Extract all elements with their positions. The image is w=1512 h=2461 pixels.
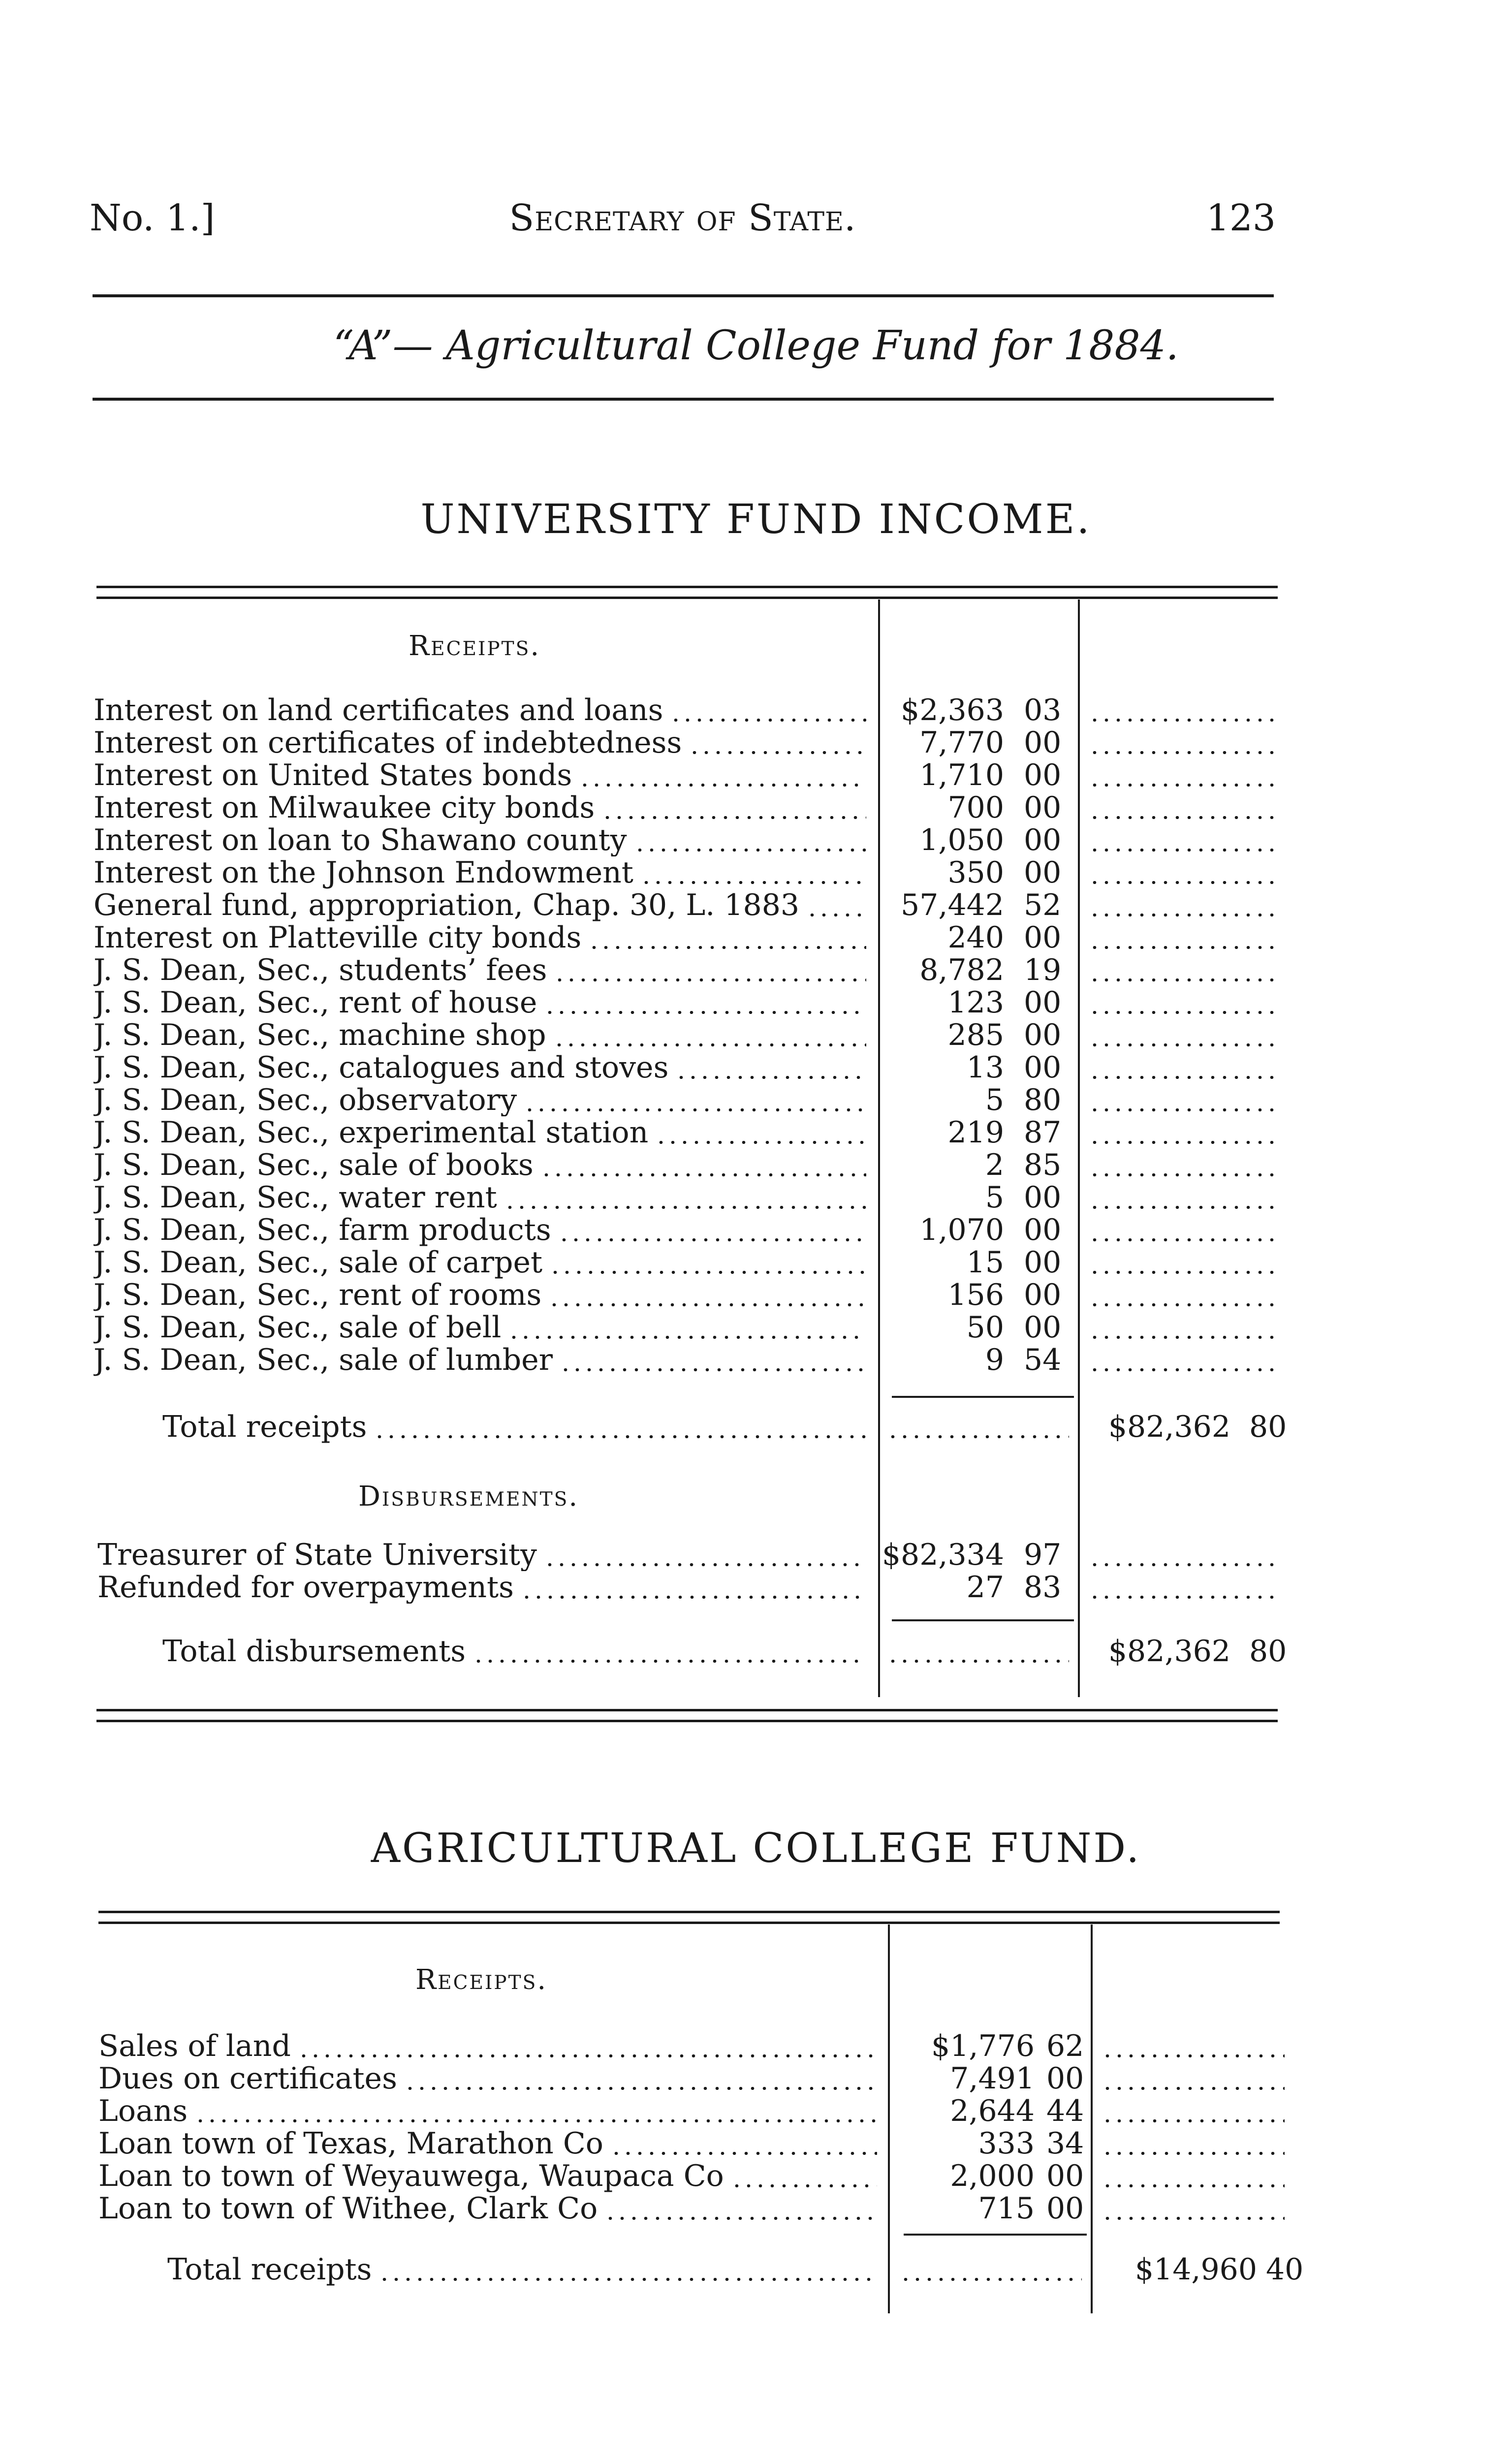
total-label: Total receipts [162,1411,367,1443]
amount-cents: 00 [1024,855,1062,890]
ledger-row-description: General fund, appropriation, Chap. 30, L. 1883 [94,889,800,921]
amount-cents: 83 [1024,1570,1062,1605]
page-subtitle: “A”— Agricultural College Fund for 1884. [333,322,1179,369]
ledger-row [0,1019,1512,1051]
amount-dollars: $1,776 [931,2029,1035,2063]
ledger-row [0,1149,1512,1181]
leader-dots [1089,881,1276,884]
ledger-total-row [0,1411,1512,1443]
table-bottom-rule [96,1709,1278,1711]
amount-dollars: 5 [985,1180,1004,1215]
amount-dollars: 1,050 [919,823,1004,857]
ledger-row-description: J. S. Dean, Sec., farm products [94,1214,551,1246]
subtotal-rule [904,2234,1087,2236]
ledger-row [0,1084,1512,1116]
ledger-total-row [0,1635,1512,1668]
ledger-row-description: J. S. Dean, Sec., rent of house [94,986,537,1019]
amount-dollars: 7,491 [950,2061,1035,2096]
ledger-row-description: J. S. Dean, Sec., rent of rooms [94,1279,542,1311]
ledger-row [0,791,1512,824]
ledger-row-description: Loan to town of Withee, Clark Co [98,2192,598,2225]
ledger-row-description: J. S. Dean, Sec., observatory [94,1084,517,1116]
ledger-row [0,726,1512,759]
leader-dots [1089,1368,1276,1371]
amount-cents: 00 [1024,823,1062,857]
amount-cents: 87 [1024,1115,1062,1150]
amount-cents: 19 [1024,953,1062,987]
amount-cents: 00 [1024,1050,1062,1085]
amount-dollars: 700 [947,790,1004,825]
leader-dots [1089,1238,1276,1241]
leader-dots [1102,2087,1285,2090]
total-dollars: $82,362 [1108,1410,1230,1444]
ledger-row-description: Interest on Platteville city bonds [94,921,582,954]
leader-dots [378,2278,877,2281]
amount-dollars: $82,334 [882,1538,1004,1572]
leader-dots [524,1108,866,1111]
leader-dots [558,1238,866,1241]
leader-dots [1089,1206,1276,1209]
ledger-row [0,954,1512,986]
leader-dots [544,1563,866,1566]
amount-cents: 00 [1024,1213,1062,1247]
ledger-total-row [0,2253,1512,2286]
ledger-row [0,856,1512,889]
leader-dots [610,2152,877,2155]
leader-dots [1089,1141,1276,1144]
amount-cents: 00 [1024,1018,1062,1052]
leader-dots [1089,751,1276,754]
total-cents: 80 [1249,1410,1287,1444]
receipts-caption: Receipts. [409,630,541,662]
leader-dots [634,849,866,852]
leader-dots [1089,1336,1276,1339]
leader-dots [194,2119,877,2122]
ledger-row-description: J. S. Dean, Sec., machine shop [94,1019,546,1051]
leader-dots [1102,2184,1285,2187]
ledger-row [0,1571,1512,1604]
leader-dots [554,978,866,981]
table-top-rule [96,586,1278,588]
amount-dollars: 50 [966,1310,1004,1345]
ledger-row [0,921,1512,954]
amount-dollars: 1,070 [919,1213,1004,1247]
ledger-row [0,2062,1512,2095]
leader-dots [1089,1271,1276,1274]
leader-dots [1089,1043,1276,1046]
amount-cents: 00 [1024,985,1062,1020]
ledger-row [0,1181,1512,1214]
section-title-university: UNIVERSITY FUND INCOME. [420,496,1092,543]
ledger-row-description: J. S. Dean, Sec., water rent [94,1181,497,1214]
amount-dollars: 2,000 [950,2159,1035,2193]
leader-dots [1089,1596,1276,1599]
amount-dollars: 57,442 [901,888,1004,922]
leader-dots [1089,978,1276,981]
disbursements-caption: Disbursements. [358,1481,579,1513]
amount-cents: 00 [1024,1310,1062,1345]
leader-dots [548,1303,866,1306]
ledger-row-description: Dues on certificates [98,2062,397,2095]
leader-dots [1089,914,1276,916]
leader-dots [1089,1108,1276,1111]
amount-cents: 00 [1024,790,1062,825]
ledger-row [0,2192,1512,2225]
amount-cents: 00 [1024,758,1062,792]
ledger-row [0,1051,1512,1084]
total-label: Total disbursements [162,1635,466,1668]
total-cents: 80 [1249,1634,1287,1669]
amount-dollars: $2,363 [901,693,1004,727]
ledger-row [0,1344,1512,1376]
section-title-agricultural: AGRICULTURAL COLLEGE FUND. [371,1825,1141,1872]
ledger-row-description: J. S. Dean, Sec., sale of lumber [94,1344,553,1376]
ledger-row-description: Treasurer of State University [97,1539,537,1571]
page-number: 123 [1206,197,1276,239]
leader-dots [1089,1303,1276,1306]
amount-dollars: 123 [947,985,1004,1020]
table-top-rule [98,1922,1280,1924]
leader-dots [504,1206,866,1209]
leader-dots [1089,1173,1276,1176]
ledger-row [0,2030,1512,2062]
ledger-row-description: Interest on loan to Shawano county [94,824,627,856]
ledger-row [0,824,1512,856]
amount-cents: 00 [1024,1245,1062,1280]
running-title: Secretary of State. [509,197,856,239]
leader-dots [1089,816,1276,819]
leader-dots [1089,1011,1276,1014]
leader-dots [374,1435,866,1438]
leader-dots [806,914,866,916]
document-number: No. 1.] [90,197,215,239]
leader-dots [887,1435,1069,1438]
leader-dots [1089,849,1276,852]
ledger-row [0,2127,1512,2160]
ledger-row-description: J. S. Dean, Sec., sale of carpet [94,1246,543,1279]
amount-dollars: 9 [985,1343,1004,1377]
amount-dollars: 715 [978,2191,1035,2226]
leader-dots [1089,1076,1276,1079]
amount-cents: 80 [1024,1083,1062,1117]
ledger-row-description: Loan to town of Weyauwega, Waupaca Co [98,2160,724,2192]
total-cents: 40 [1266,2252,1304,2287]
amount-cents: 00 [1024,920,1062,955]
leader-dots [1102,2119,1285,2122]
leader-dots [601,816,866,819]
leader-dots [579,784,866,787]
ledger-row [0,1311,1512,1344]
ledger-row-description: Interest on the Johnson Endowment [94,856,633,889]
amount-dollars: 219 [947,1115,1004,1150]
subtotal-rule [892,1396,1074,1398]
amount-dollars: 7,770 [919,726,1004,760]
leader-dots [508,1336,866,1339]
header-rule [93,294,1274,297]
amount-cents: 00 [1046,2061,1084,2096]
leader-dots [521,1596,866,1599]
amount-dollars: 240 [947,920,1004,955]
leader-dots [1102,2217,1285,2220]
amount-dollars: 1,710 [919,758,1004,792]
amount-cents: 62 [1046,2029,1084,2063]
ledger-row [0,1246,1512,1279]
amount-cents: 97 [1024,1538,1062,1572]
leader-dots [560,1368,866,1371]
leader-dots [1089,946,1276,949]
amount-cents: 00 [1046,2159,1084,2193]
ledger-row-description: J. S. Dean, Sec., students’ fees [94,954,547,986]
amount-dollars: 5 [985,1083,1004,1117]
ledger-row-description: J. S. Dean, Sec., experimental station [94,1116,649,1149]
leader-dots [1102,2152,1285,2155]
subtitle-rule [93,398,1274,401]
leader-dots [655,1141,866,1144]
amount-dollars: 333 [978,2126,1035,2161]
ledger-row [0,2160,1512,2192]
leader-dots [604,2217,877,2220]
ledger-row [0,889,1512,921]
amount-dollars: 15 [966,1245,1004,1280]
amount-dollars: 8,782 [919,953,1004,987]
leader-dots [404,2087,877,2090]
ledger-row [0,1116,1512,1149]
leader-dots [472,1660,866,1663]
ledger-row-description: Interest on land certificates and loans [94,694,663,726]
leader-dots [1089,1563,1276,1566]
ledger-row [0,1279,1512,1311]
leader-dots [553,1043,866,1046]
amount-dollars: 2,644 [950,2094,1035,2128]
amount-dollars: 13 [966,1050,1004,1085]
total-label: Total receipts [167,2253,372,2286]
running-head [90,197,1276,251]
ledger-row-description: Refunded for overpayments [97,1571,514,1604]
ledger-row-description: Loan town of Texas, Marathon Co [98,2127,603,2160]
leader-dots [670,719,866,722]
ledger-row-description: Loans [98,2095,188,2127]
leader-dots [298,2054,877,2057]
amount-dollars: 2 [985,1148,1004,1182]
ledger-row-description: Sales of land [98,2030,291,2062]
amount-cents: 00 [1024,726,1062,760]
ledger-row [0,1539,1512,1571]
receipts-caption: Receipts. [415,1964,548,1996]
leader-dots [675,1076,866,1079]
leader-dots [588,946,866,949]
leader-dots [689,751,866,754]
total-dollars: $14,960 [1134,2252,1257,2287]
subtotal-rule [892,1619,1074,1621]
total-dollars: $82,362 [1108,1634,1230,1669]
leader-dots [900,2278,1082,2281]
leader-dots [549,1271,866,1274]
ledger-row-description: J. S. Dean, Sec., sale of bell [94,1311,502,1344]
ledger-row-description: Interest on United States bonds [94,759,572,791]
amount-cents: 52 [1024,888,1062,922]
table-bottom-rule [96,1720,1278,1722]
leader-dots [1089,719,1276,722]
amount-cents: 85 [1024,1148,1062,1182]
ledger-row-description: J. S. Dean, Sec., catalogues and stoves [94,1051,669,1084]
amount-dollars: 350 [947,855,1004,890]
leader-dots [731,2184,877,2187]
leader-dots [544,1011,866,1014]
ledger-row [0,759,1512,791]
leader-dots [887,1660,1069,1663]
leader-dots [1102,2054,1285,2057]
amount-dollars: 27 [966,1570,1004,1605]
ledger-row [0,694,1512,726]
ledger-row [0,986,1512,1019]
ledger-row-description: Interest on certificates of indebtedness [94,726,682,759]
amount-cents: 44 [1046,2094,1084,2128]
amount-cents: 03 [1024,693,1062,727]
ledger-row-description: Interest on Milwaukee city bonds [94,791,595,824]
amount-cents: 00 [1046,2191,1084,2226]
table-top-rule [98,1911,1280,1913]
amount-cents: 54 [1024,1343,1062,1377]
leader-dots [1089,784,1276,787]
table-top-rule [96,597,1278,599]
leader-dots [640,881,866,884]
amount-cents: 00 [1024,1278,1062,1312]
amount-cents: 00 [1024,1180,1062,1215]
amount-dollars: 156 [947,1278,1004,1312]
ledger-row [0,1214,1512,1246]
amount-cents: 34 [1046,2126,1084,2161]
ledger-row-description: J. S. Dean, Sec., sale of books [94,1149,534,1181]
amount-dollars: 285 [947,1018,1004,1052]
leader-dots [540,1173,866,1176]
ledger-row [0,2095,1512,2127]
